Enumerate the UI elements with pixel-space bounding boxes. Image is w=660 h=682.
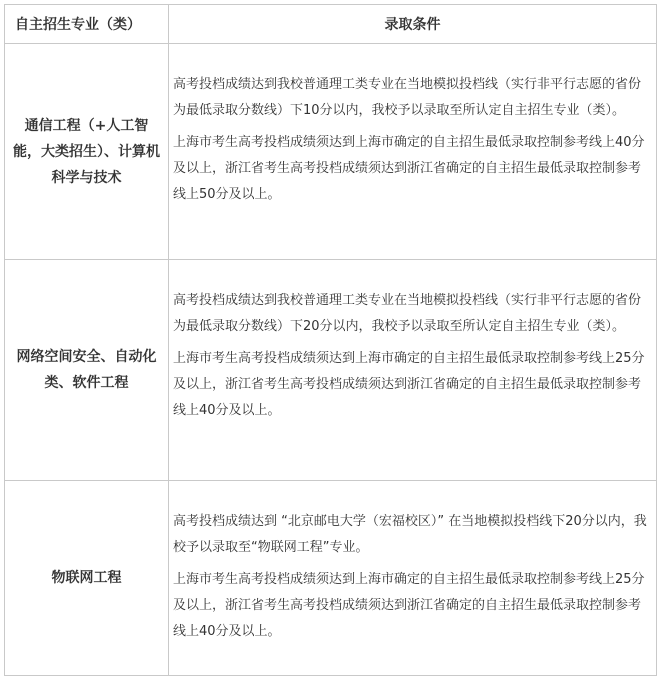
conditions-cell [169,44,657,260]
conditions-cell [169,481,657,676]
condition-text: 上海市考生高考投档成绩须达到上海市确定的自主招生最低录取控制参考线上25分及以上，浙江省考生高考投档成绩须达到浙江省确定的自主招生最低录取控制参考线上40分及以上。 [173,572,645,639]
conditions-cell [169,260,657,481]
admission-table [4,4,657,676]
header-conditions: 录取条件 [169,5,657,44]
major-cell: 通信工程（+人工智能，大类招生）、计算机科学与技术 [5,44,169,260]
condition-text: 高考投档成绩达到我校普通理工类专业在当地模拟投档线（实行非平行志愿的省份为最低录取分数线）下10分以内，我校予以录取至所认定自主招生专业（类）。 [173,77,642,118]
condition-text: 高考投档成绩达到 “北京邮电大学（宏福校区）” 在当地模拟投档线下20分以内，我校予以录取至“物联网工程”专业。 [173,514,647,555]
table-header-row [5,5,657,44]
table-row [5,481,657,676]
table-row [5,260,657,481]
table-row [5,44,657,260]
header-major: 自主招生专业（类） [5,5,169,44]
major-cell: 网络空间安全、自动化类、软件工程 [5,260,169,481]
condition-text: 高考投档成绩达到我校普通理工类专业在当地模拟投档线（实行非平行志愿的省份为最低录取分数线）下20分以内，我校予以录取至所认定自主招生专业（类）。 [173,293,642,334]
condition-text: 上海市考生高考投档成绩须达到上海市确定的自主招生最低录取控制参考线上25分及以上，浙江省考生高考投档成绩须达到浙江省确定的自主招生最低录取控制参考线上40分及以上。 [173,351,645,418]
condition-text: 上海市考生高考投档成绩须达到上海市确定的自主招生最低录取控制参考线上40分及以上，浙江省考生高考投档成绩须达到浙江省确定的自主招生最低录取控制参考线上50分及以上。 [173,135,645,202]
major-cell: 物联网工程 [5,481,169,676]
